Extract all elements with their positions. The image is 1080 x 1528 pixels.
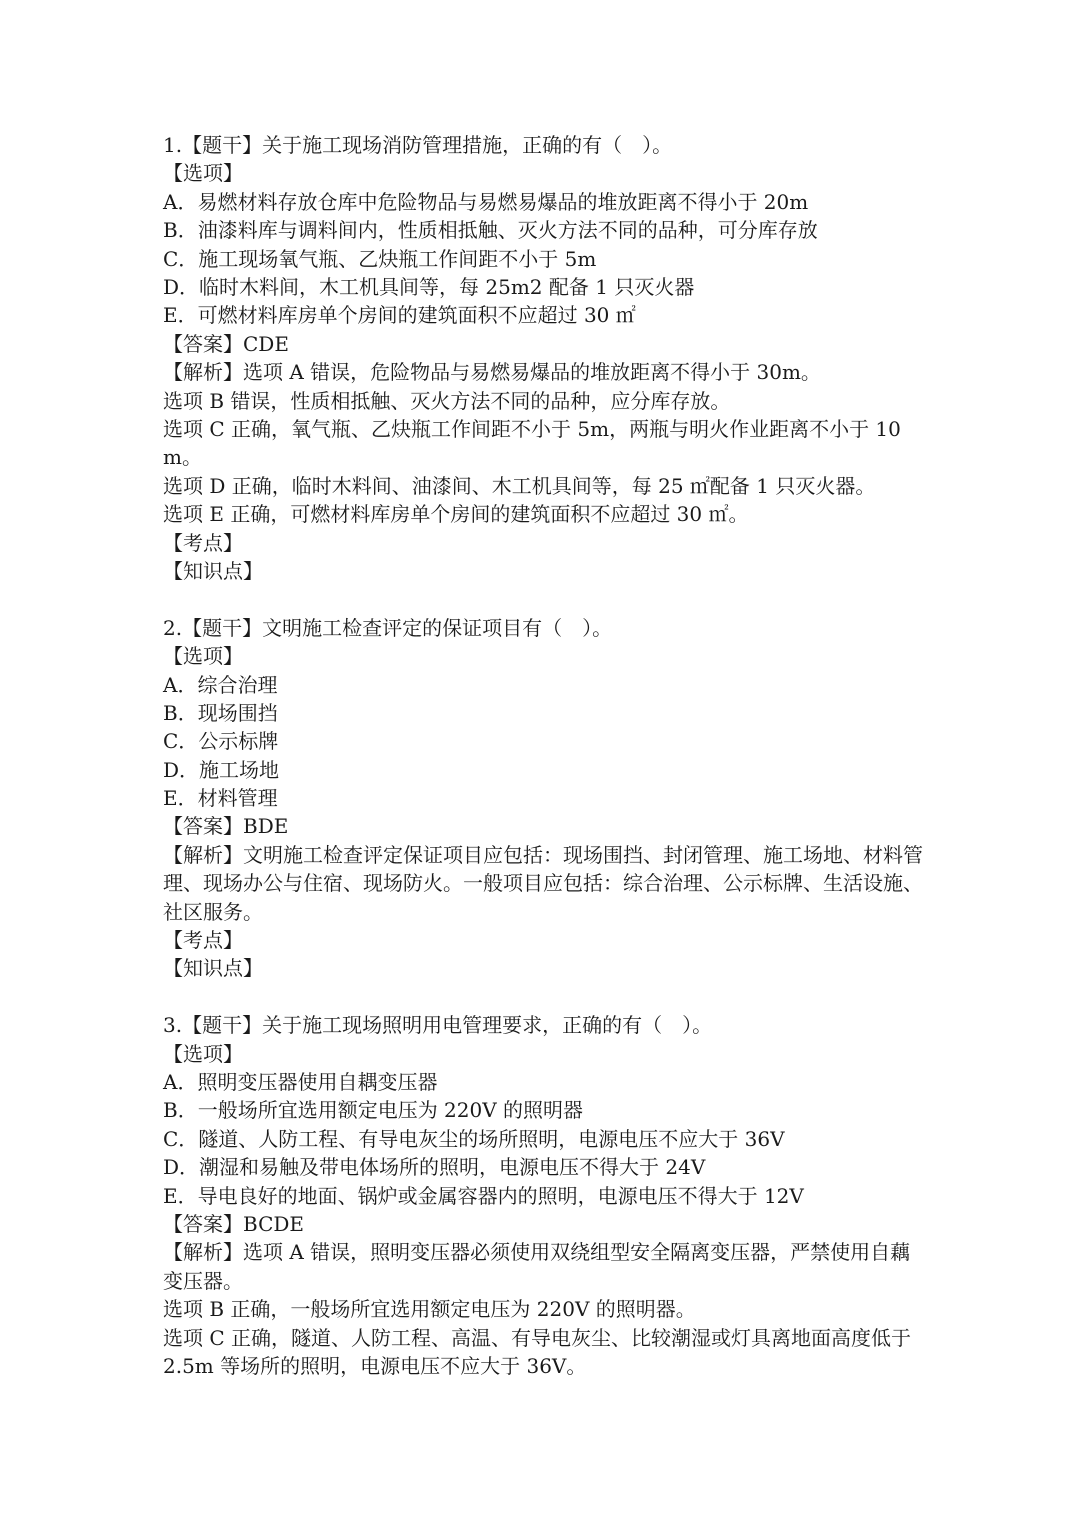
analysis-line: 选项 E 正确，可燃材料库房单个房间的建筑面积不应超过 30 ㎡。 — [163, 502, 749, 527]
analysis-line: 选项 B 错误，性质相抵触、灭火方法不同的品种，应分库存放。 — [163, 388, 731, 413]
option-a: A．综合治理 — [163, 672, 278, 697]
options-label: 【选项】 — [163, 644, 243, 669]
option-d: D．施工场地 — [163, 757, 280, 782]
option-a: A．易燃材料存放仓库中危险物品与易燃易爆品的堆放距离不得小于 20m — [163, 189, 809, 214]
option-c: C．隧道、人防工程、有导电灰尘的场所照明，电源电压不应大于 36V — [163, 1126, 785, 1151]
option-c: C．施工现场氧气瓶、乙炔瓶工作间距不小于 5m — [163, 246, 597, 271]
knowledge-point: 【知识点】 — [163, 956, 263, 981]
option-e: E．导电良好的地面、锅炉或金属容器内的照明，电源电压不得大于 12V — [163, 1183, 804, 1208]
analysis-line: 选项 C 正确，隧道、人防工程、高温、有导电灰尘、比较潮湿或灯具离地面高度低于 2.5m 等场所的照明，电源电压不应大于 36V。 — [163, 1325, 912, 1378]
answer: 【答案】BDE — [163, 814, 289, 839]
option-a: A．照明变压器使用自耦变压器 — [163, 1070, 438, 1095]
document-page — [163, 131, 923, 1380]
question-stem: 1.【题干】关于施工现场消防管理措施，正确的有（ ）。 — [163, 133, 673, 157]
option-b: B．一般场所宜选用额定电压为 220V 的照明器 — [163, 1098, 584, 1123]
option-e: E．材料管理 — [163, 786, 278, 811]
option-b: B．现场围挡 — [163, 700, 278, 725]
spacer — [163, 983, 923, 1011]
analysis-line: 选项 B 正确，一般场所宜选用额定电压为 220V 的照明器。 — [163, 1297, 696, 1322]
question-block-2 — [163, 614, 923, 983]
question-stem: 2.【题干】文明施工检查评定的保证项目有（ ）。 — [163, 615, 613, 640]
option-e: E．可燃材料库房单个房间的建筑面积不应超过 30 ㎡ — [163, 303, 636, 328]
analysis-line: 选项 D 正确，临时木料间、油漆间、木工机具间等，每 25 ㎡配备 1 只灭火器。 — [163, 473, 876, 498]
analysis-line: 选项 C 正确，氧气瓶、乙炔瓶工作间距不小于 5m，两瓶与明火作业距离不小于 10m。 — [163, 416, 901, 470]
answer: 【答案】CDE — [163, 331, 289, 356]
analysis-line: 【解析】文明施工检查评定保证项目应包括：现场围挡、封闭管理、施工场地、材料管理、现场办公与住宿、现场防火。一般项目应包括：综合治理、公示标牌、生活设施、社区服务。 — [163, 842, 923, 924]
option-d: D．潮湿和易触及带电体场所的照明，电源电压不得大于 24V — [163, 1155, 706, 1180]
options-label: 【选项】 — [163, 1041, 243, 1066]
exam-point: 【考点】 — [163, 530, 243, 555]
option-d: D．临时木料间，木工机具间等，每 25m2 配备 1 只灭火器 — [163, 274, 695, 299]
question-stem: 3.【题干】关于施工现场照明用电管理要求，正确的有（ ）。 — [163, 1013, 713, 1038]
analysis-line: 【解析】选项 A 错误，危险物品与易燃易爆品的堆放距离不得小于 30m。 — [163, 360, 821, 385]
analysis-line: 【解析】选项 A 错误，照明变压器必须使用双绕组型安全隔离变压器，严禁使用自藕变压器。 — [163, 1240, 911, 1293]
knowledge-point: 【知识点】 — [163, 558, 263, 583]
options-label: 【选项】 — [163, 161, 243, 186]
question-block-3 — [163, 1011, 923, 1380]
option-b: B．油漆料库与调料间内，性质相抵触、灭火方法不同的品种，可分库存放 — [163, 218, 818, 243]
exam-point: 【考点】 — [163, 928, 243, 953]
spacer — [163, 585, 923, 613]
option-c: C．公示标牌 — [163, 729, 279, 754]
answer: 【答案】BCDE — [163, 1211, 305, 1236]
question-block-1 — [163, 131, 923, 585]
